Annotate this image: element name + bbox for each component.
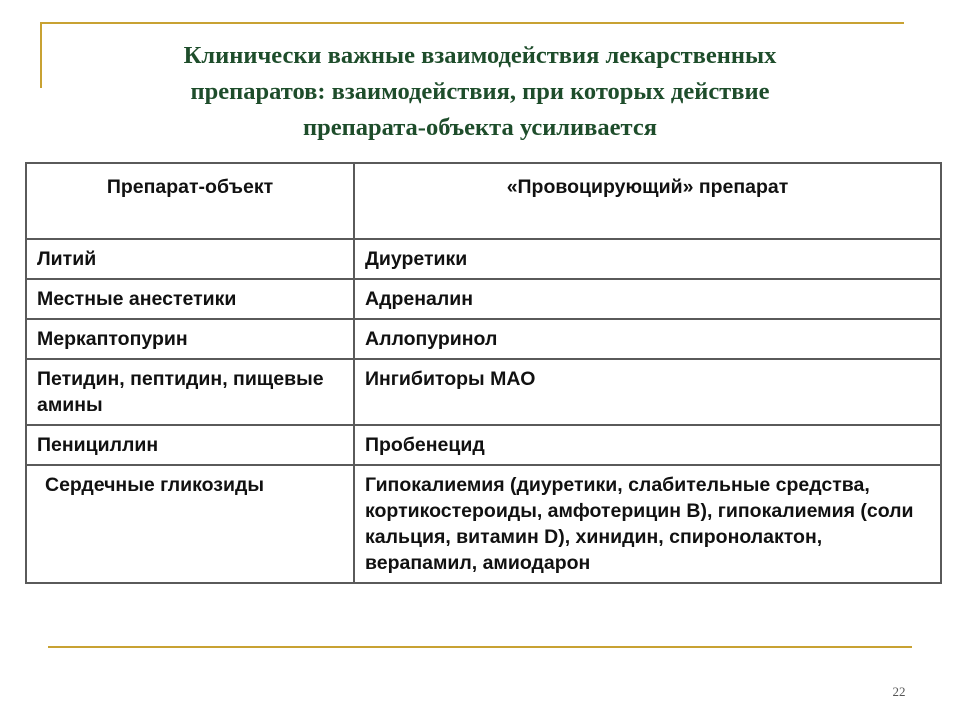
interaction-table: [25, 162, 942, 584]
table-row: [26, 319, 941, 359]
cell-object: Петидин, пептидин, пищевые амины: [26, 359, 354, 425]
bottom-decor-line: [48, 646, 912, 648]
header-object: Препарат-объект: [26, 163, 354, 239]
cell-object: Сердечные гликозиды: [26, 465, 354, 583]
slide-title: [60, 38, 900, 146]
cell-object: Литий: [26, 239, 354, 279]
header-provoking: «Провоцирующий» препарат: [354, 163, 941, 239]
cell-provoking: Гипокалиемия (диуретики, слабительные средства, кортикостероиды, амфотерицин В), гипокалиемия (соли кальция, витамин D), хинидин, спиронолактон, верапамил, амиодарон: [354, 465, 941, 583]
cell-object: Пенициллин: [26, 425, 354, 465]
title-line-1: Клинически важные взаимодействия лекарственных: [183, 42, 777, 69]
table-row: [26, 279, 941, 319]
table-row: [26, 465, 941, 583]
cell-provoking: Пробенецид: [354, 425, 941, 465]
title-line-2: препаратов: взаимодействия, при которых действие: [190, 78, 770, 105]
table-row: [26, 239, 941, 279]
table-row: [26, 425, 941, 465]
cell-provoking: Адреналин: [354, 279, 941, 319]
cell-object: Местные анестетики: [26, 279, 354, 319]
left-decor-line: [40, 22, 42, 88]
top-decor-line: [40, 22, 904, 24]
cell-object: Меркаптопурин: [26, 319, 354, 359]
page-number: 22: [892, 684, 906, 699]
title-line-3: препарата-объекта усиливается: [302, 114, 657, 141]
table-header-row: [26, 163, 941, 239]
cell-provoking: Ингибиторы МАО: [354, 359, 941, 425]
cell-provoking: Аллопуринол: [354, 319, 941, 359]
cell-provoking: Диуретики: [354, 239, 941, 279]
table-row: [26, 359, 941, 425]
